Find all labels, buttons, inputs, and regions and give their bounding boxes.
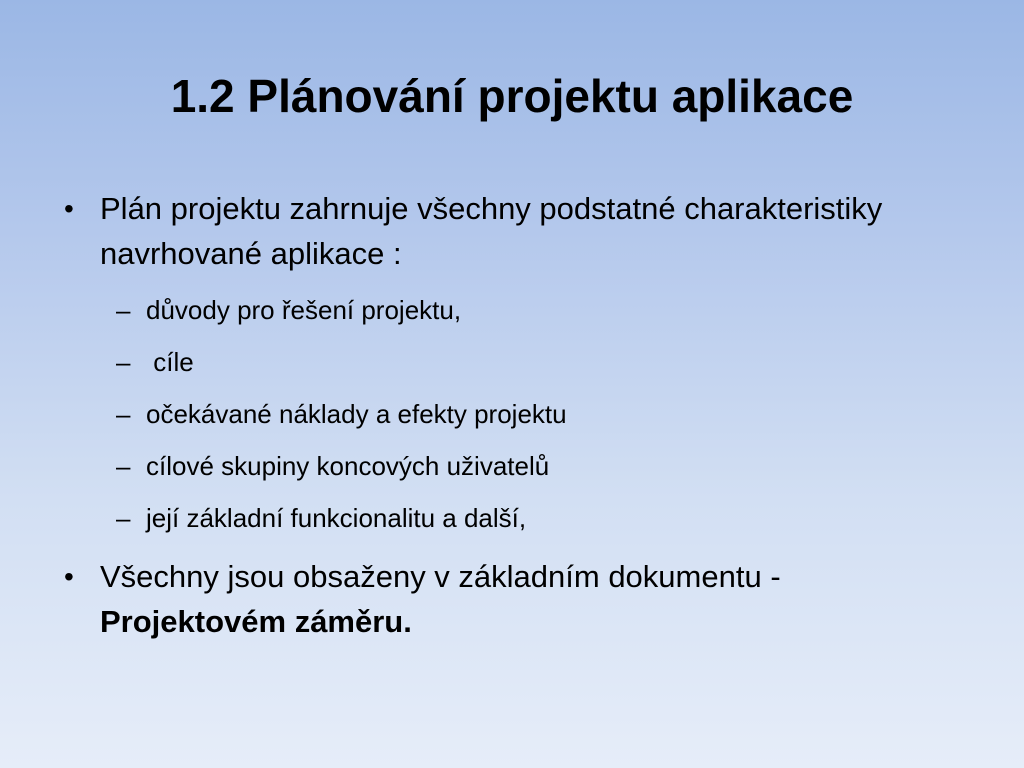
slide-title: 1.2 Plánování projektu aplikace: [170, 70, 854, 122]
slide-content: [60, 186, 960, 648]
sub-marker: –: [116, 503, 131, 533]
bullet-marker: •: [64, 561, 74, 592]
bullet-item: [60, 186, 960, 276]
bullet-text: Plán projektu zahrnuje všechny podstatné charakteristiky navrhované aplikace :: [100, 191, 883, 271]
bullet-marker: •: [64, 193, 74, 224]
bullet-item: [60, 554, 960, 644]
sub-item: [116, 284, 960, 336]
sub-item: [116, 492, 960, 544]
sub-marker: –: [116, 347, 131, 377]
sub-item-text: její základní funkcionalitu a další,: [146, 503, 527, 533]
sub-item-text: cílové skupiny koncových uživatelů: [146, 451, 550, 481]
sub-list: [116, 284, 960, 544]
bullet-bold-text: Projektovém záměru.: [100, 604, 412, 639]
sub-item: [116, 336, 960, 388]
bullet-text: Všechny jsou obsaženy v základním dokumentu -: [100, 559, 790, 594]
sub-item: [116, 440, 960, 492]
sub-marker: –: [116, 295, 131, 325]
sub-marker: –: [116, 451, 131, 481]
sub-marker: –: [116, 399, 131, 429]
sub-item-text: cíle: [146, 347, 194, 377]
sub-item-text: očekávané náklady a efekty projektu: [146, 399, 567, 429]
sub-item-text: důvody pro řešení projektu,: [146, 295, 462, 325]
sub-item: [116, 388, 960, 440]
